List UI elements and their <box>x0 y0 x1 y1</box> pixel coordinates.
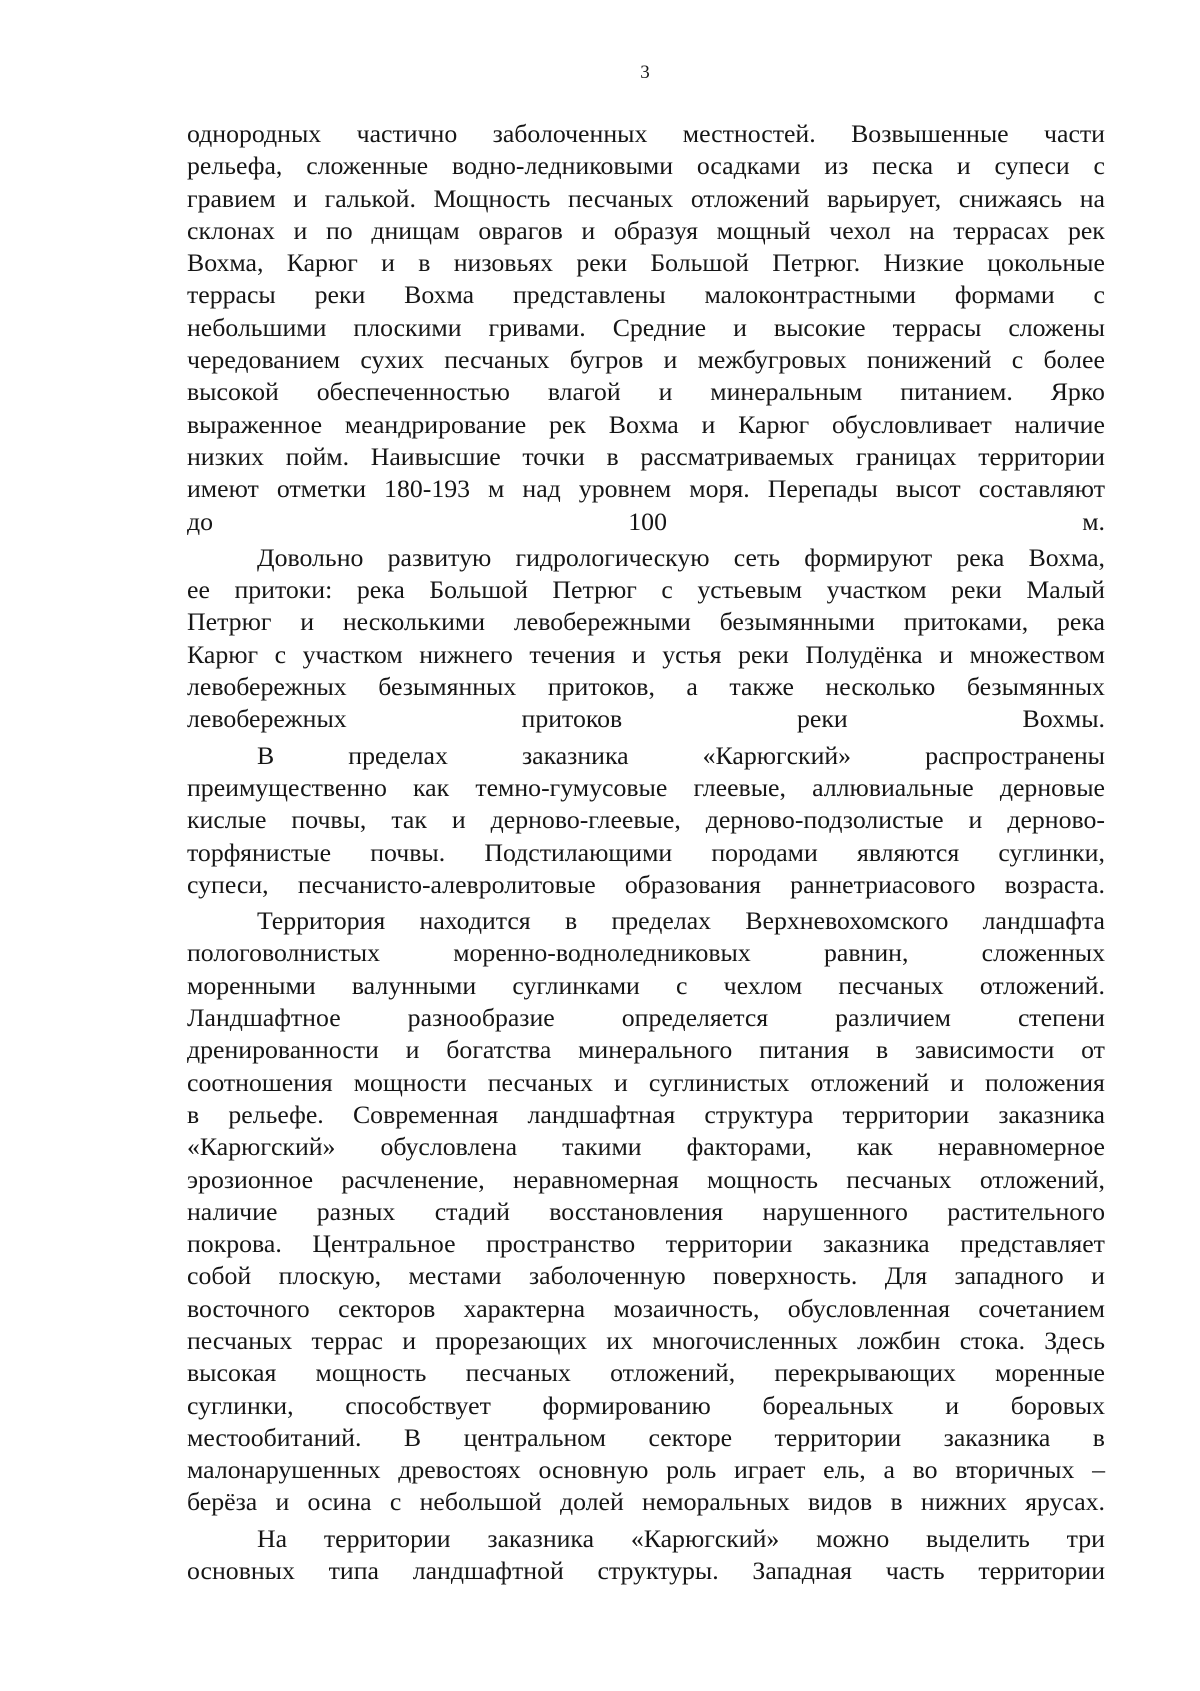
text-line: ее притоки: река Большой Петрюг с устьевым участком реки Малый <box>187 575 1105 605</box>
text-line: В пределах заказника «Карюгский» распространены <box>257 740 1105 770</box>
paragraph <box>187 118 1105 538</box>
paragraph <box>187 905 1105 1519</box>
paragraph <box>187 1523 1105 1588</box>
text-line: моренными валунными суглинками с чехлом песчаных отложений. <box>187 970 1105 1000</box>
text-line: соотношения мощности песчаных и суглинистых отложений и положения <box>187 1067 1105 1097</box>
text-line: Территория находится в пределах Верхневохомского ландшафта <box>257 906 1105 936</box>
text-line: берёза и осина с небольшой долей неморальных видов в нижних ярусах. <box>187 1487 1105 1517</box>
text-line: эрозионное расчленение, неравномерная мощность песчаных отложений, <box>187 1164 1105 1194</box>
text-line: однородных частично заболоченных местностей. Возвышенные части <box>187 119 1105 148</box>
text-line: гравием и галькой. Мощность песчаных отложений варьирует, снижаясь на <box>187 183 1105 213</box>
text-line: малонарушенных древостоях основную роль играет ель, а во вторичных – <box>187 1455 1105 1485</box>
document-body <box>187 118 1105 1587</box>
text-line: На территории заказника «Карюгский» можно выделить три <box>257 1523 1105 1553</box>
page-number: 3 <box>640 62 650 83</box>
text-line: Ландшафтное разнообразие определяется различием степени <box>187 1003 1105 1033</box>
text-line: «Карюгский» обусловлена такими факторами, как неравномерное <box>187 1132 1105 1162</box>
text-line: собой плоскую, местами заболоченную поверхность. Для западного и <box>187 1261 1105 1291</box>
paragraph <box>187 740 1105 901</box>
text-line: наличие разных стадий восстановления нарушенного растительного <box>187 1196 1105 1226</box>
text-line: чередованием сухих песчаных бугров и межбугровых понижений с более <box>187 345 1105 375</box>
text-line: рельефа, сложенные водно-ледниковыми осадками из песка и супеси с <box>187 151 1105 181</box>
text-line: Вохма, Карюг и в низовьях реки Большой Петрюг. Низкие цокольные <box>187 248 1105 278</box>
text-line: выраженное меандрирование рек Вохма и Карюг обусловливает наличие <box>187 409 1105 439</box>
text-line: склонах и по днищам оврагов и образуя мощный чехол на террасах рек <box>187 215 1105 245</box>
text-line: суглинки, способствует формированию бореальных и боровых <box>187 1390 1105 1420</box>
text-line: торфянистые почвы. Подстилающими породами являются суглинки, <box>187 837 1105 867</box>
text-line: до 100 м. <box>187 506 1105 536</box>
text-line: левобережных безымянных притоков, а также несколько безымянных <box>187 672 1105 702</box>
text-line: кислые почвы, так и дерново-глеевые, дерново-подзолистые и дерново- <box>187 805 1105 835</box>
text-line: преимущественно как темно-гумусовые глеевые, аллювиальные дерновые <box>187 772 1105 802</box>
text-line: дренированности и богатства минерального питания в зависимости от <box>187 1035 1105 1065</box>
text-line: основных типа ландшафтной структуры. Западная часть территории <box>187 1556 1105 1586</box>
text-line: Довольно развитую гидрологическую сеть формируют река Вохма, <box>257 542 1105 572</box>
text-line: террасы реки Вохма представлены малоконтрастными формами с <box>187 280 1105 310</box>
paragraph <box>187 542 1105 736</box>
text-line: высокая мощность песчаных отложений, перекрывающих моренные <box>187 1358 1105 1388</box>
text-line: левобережных притоков реки Вохмы. <box>187 704 1105 734</box>
text-line: высокой обеспеченностью влагой и минеральным питанием. Ярко <box>187 377 1105 407</box>
text-line: небольшими плоскими гривами. Средние и высокие террасы сложены <box>187 312 1105 342</box>
text-line: в рельефе. Современная ландшафтная структура территории заказника <box>187 1099 1105 1129</box>
text-line: имеют отметки 180-193 м над уровнем моря. Перепады высот составляют <box>187 474 1105 504</box>
text-line: пологоволнистых моренно-водноледниковых равнин, сложенных <box>187 938 1105 968</box>
text-line: покрова. Центральное пространство территории заказника представляет <box>187 1229 1105 1259</box>
text-line: низких пойм. Наивысшие точки в рассматриваемых границах территории <box>187 441 1105 471</box>
text-line: восточного секторов характерна мозаичность, обусловленная сочетанием <box>187 1293 1105 1323</box>
text-line: Карюг с участком нижнего течения и устья реки Полудёнка и множеством <box>187 639 1105 669</box>
text-line: супеси, песчанисто-алевролитовые образования раннетриасового возраста. <box>187 869 1105 899</box>
text-line: песчаных террас и прорезающих их многочисленных ложбин стока. Здесь <box>187 1325 1105 1355</box>
text-line: Петрюг и несколькими левобережными безымянными притоками, река <box>187 607 1105 637</box>
text-line: местообитаний. В центральном секторе территории заказника в <box>187 1422 1105 1452</box>
